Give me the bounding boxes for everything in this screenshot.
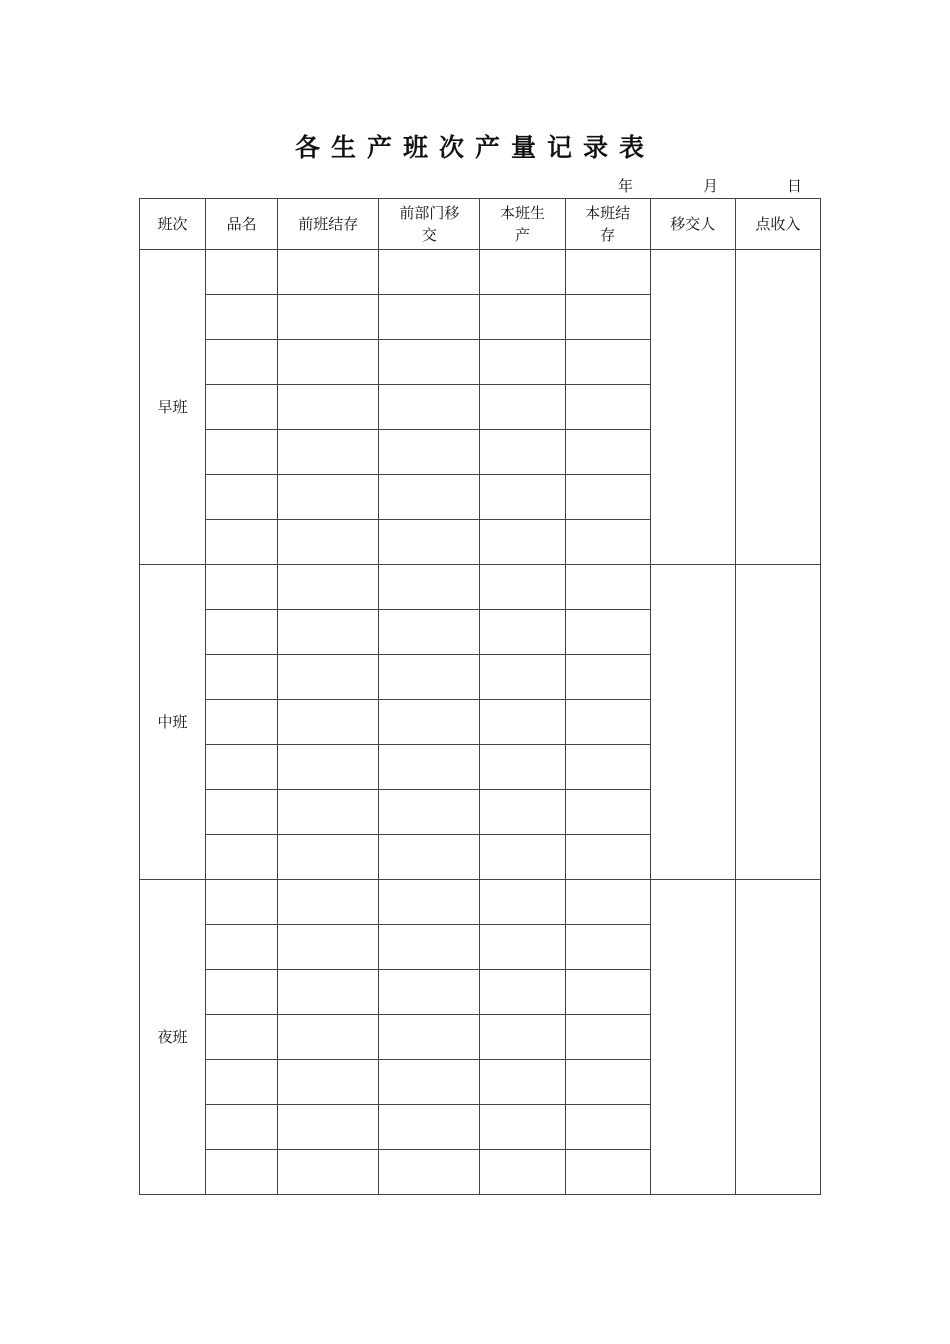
current-production-cell[interactable] xyxy=(480,1105,565,1150)
current-balance-cell[interactable] xyxy=(565,610,650,655)
header-product-name: 品名 xyxy=(206,199,278,250)
product-name-cell[interactable] xyxy=(206,970,278,1015)
product-name-cell[interactable] xyxy=(206,430,278,475)
previous-balance-cell[interactable] xyxy=(278,1060,379,1105)
product-name-cell[interactable] xyxy=(206,565,278,610)
current-balance-cell[interactable] xyxy=(565,880,650,925)
transfer-in-cell[interactable] xyxy=(379,610,480,655)
previous-balance-cell[interactable] xyxy=(278,295,379,340)
current-production-cell[interactable] xyxy=(480,1015,565,1060)
previous-balance-cell[interactable] xyxy=(278,250,379,295)
product-name-cell[interactable] xyxy=(206,520,278,565)
transfer-in-cell[interactable] xyxy=(379,880,480,925)
current-balance-cell[interactable] xyxy=(565,520,650,565)
current-production-cell[interactable] xyxy=(480,340,565,385)
product-name-cell[interactable] xyxy=(206,880,278,925)
current-balance-cell[interactable] xyxy=(565,835,650,880)
previous-balance-cell[interactable] xyxy=(278,385,379,430)
current-production-cell[interactable] xyxy=(480,790,565,835)
product-name-cell[interactable] xyxy=(206,745,278,790)
previous-balance-cell[interactable] xyxy=(278,655,379,700)
product-name-cell[interactable] xyxy=(206,790,278,835)
previous-balance-cell[interactable] xyxy=(278,880,379,925)
current-production-cell[interactable] xyxy=(480,295,565,340)
previous-balance-cell[interactable] xyxy=(278,565,379,610)
current-production-cell[interactable] xyxy=(480,1150,565,1195)
product-name-cell[interactable] xyxy=(206,1105,278,1150)
handover-person-cell[interactable] xyxy=(650,250,735,565)
current-balance-cell[interactable] xyxy=(565,745,650,790)
current-balance-cell[interactable] xyxy=(565,970,650,1015)
previous-balance-cell[interactable] xyxy=(278,475,379,520)
current-production-cell[interactable] xyxy=(480,430,565,475)
transfer-in-cell[interactable] xyxy=(379,295,480,340)
transfer-in-cell[interactable] xyxy=(379,475,480,520)
date-month-label: 月 xyxy=(703,177,719,195)
previous-balance-cell[interactable] xyxy=(278,1150,379,1195)
current-balance-cell[interactable] xyxy=(565,295,650,340)
current-production-cell[interactable] xyxy=(480,1060,565,1105)
current-balance-cell[interactable] xyxy=(565,1105,650,1150)
current-balance-cell[interactable] xyxy=(565,655,650,700)
handover-person-cell[interactable] xyxy=(650,565,735,880)
product-name-cell[interactable] xyxy=(206,925,278,970)
header-shift: 班次 xyxy=(140,199,206,250)
handover-person-cell[interactable] xyxy=(650,880,735,1195)
current-balance-cell[interactable] xyxy=(565,925,650,970)
previous-balance-cell[interactable] xyxy=(278,790,379,835)
transfer-in-cell[interactable] xyxy=(379,835,480,880)
header-previous-balance: 前班结存 xyxy=(278,199,379,250)
header-receiver: 点收入 xyxy=(735,199,820,250)
shift-label: 夜班 xyxy=(140,880,206,1195)
current-production-cell[interactable] xyxy=(480,970,565,1015)
shift-label: 早班 xyxy=(140,250,206,565)
previous-balance-cell[interactable] xyxy=(278,430,379,475)
transfer-in-cell[interactable] xyxy=(379,1150,480,1195)
table-row xyxy=(140,565,821,610)
previous-balance-cell[interactable] xyxy=(278,970,379,1015)
transfer-in-cell[interactable] xyxy=(379,565,480,610)
product-name-cell[interactable] xyxy=(206,475,278,520)
current-production-cell[interactable] xyxy=(480,655,565,700)
previous-balance-cell[interactable] xyxy=(278,925,379,970)
current-balance-cell[interactable] xyxy=(565,1150,650,1195)
previous-balance-cell[interactable] xyxy=(278,610,379,655)
current-balance-cell[interactable] xyxy=(565,430,650,475)
header-current-balance: 本班结 存 xyxy=(565,199,650,250)
transfer-in-cell[interactable] xyxy=(379,655,480,700)
current-balance-cell[interactable] xyxy=(565,1015,650,1060)
product-name-cell[interactable] xyxy=(206,610,278,655)
current-production-cell[interactable] xyxy=(480,520,565,565)
current-production-cell[interactable] xyxy=(480,475,565,520)
product-name-cell[interactable] xyxy=(206,295,278,340)
product-name-cell[interactable] xyxy=(206,250,278,295)
transfer-in-cell[interactable] xyxy=(379,1060,480,1105)
header-current-production: 本班生 产 xyxy=(480,199,565,250)
transfer-in-cell[interactable] xyxy=(379,790,480,835)
transfer-in-cell[interactable] xyxy=(379,250,480,295)
current-production-cell[interactable] xyxy=(480,745,565,790)
product-name-cell[interactable] xyxy=(206,655,278,700)
transfer-in-cell[interactable] xyxy=(379,430,480,475)
current-production-cell[interactable] xyxy=(480,385,565,430)
product-name-cell[interactable] xyxy=(206,1060,278,1105)
transfer-in-cell[interactable] xyxy=(379,700,480,745)
previous-balance-cell[interactable] xyxy=(278,1105,379,1150)
previous-balance-cell[interactable] xyxy=(278,1015,379,1060)
product-name-cell[interactable] xyxy=(206,385,278,430)
transfer-in-cell[interactable] xyxy=(379,925,480,970)
current-production-cell[interactable] xyxy=(480,250,565,295)
current-production-cell[interactable] xyxy=(480,925,565,970)
table-row xyxy=(140,880,821,925)
production-record-table xyxy=(139,198,821,1195)
previous-balance-cell[interactable] xyxy=(278,340,379,385)
current-balance-cell[interactable] xyxy=(565,475,650,520)
transfer-in-cell[interactable] xyxy=(379,1015,480,1060)
product-name-cell[interactable] xyxy=(206,700,278,745)
current-balance-cell[interactable] xyxy=(565,565,650,610)
current-balance-cell[interactable] xyxy=(565,700,650,745)
previous-balance-cell[interactable] xyxy=(278,700,379,745)
previous-balance-cell[interactable] xyxy=(278,835,379,880)
current-production-cell[interactable] xyxy=(480,610,565,655)
product-name-cell[interactable] xyxy=(206,835,278,880)
current-balance-cell[interactable] xyxy=(565,1060,650,1105)
current-production-cell[interactable] xyxy=(480,700,565,745)
header-row xyxy=(140,199,821,250)
page-title: 各生产班次产量记录表 xyxy=(294,133,655,162)
transfer-in-cell[interactable] xyxy=(379,1105,480,1150)
previous-balance-cell[interactable] xyxy=(278,520,379,565)
shift-label: 中班 xyxy=(140,565,206,880)
receiver-cell[interactable] xyxy=(735,880,820,1195)
header-transfer-from-previous-dept: 前部门移 交 xyxy=(379,199,480,250)
product-name-cell[interactable] xyxy=(206,1150,278,1195)
current-balance-cell[interactable] xyxy=(565,340,650,385)
transfer-in-cell[interactable] xyxy=(379,340,480,385)
product-name-cell[interactable] xyxy=(206,340,278,385)
current-production-cell[interactable] xyxy=(480,565,565,610)
current-balance-cell[interactable] xyxy=(565,250,650,295)
previous-balance-cell[interactable] xyxy=(278,745,379,790)
transfer-in-cell[interactable] xyxy=(379,970,480,1015)
date-year-label: 年 xyxy=(618,177,634,195)
header-handover-person: 移交人 xyxy=(650,199,735,250)
current-production-cell[interactable] xyxy=(480,835,565,880)
table-row xyxy=(140,250,821,295)
receiver-cell[interactable] xyxy=(735,250,820,565)
current-balance-cell[interactable] xyxy=(565,790,650,835)
current-balance-cell[interactable] xyxy=(565,385,650,430)
transfer-in-cell[interactable] xyxy=(379,520,480,565)
receiver-cell[interactable] xyxy=(735,565,820,880)
product-name-cell[interactable] xyxy=(206,1015,278,1060)
current-production-cell[interactable] xyxy=(480,880,565,925)
transfer-in-cell[interactable] xyxy=(379,385,480,430)
date-day-label: 日 xyxy=(787,177,803,195)
transfer-in-cell[interactable] xyxy=(379,745,480,790)
